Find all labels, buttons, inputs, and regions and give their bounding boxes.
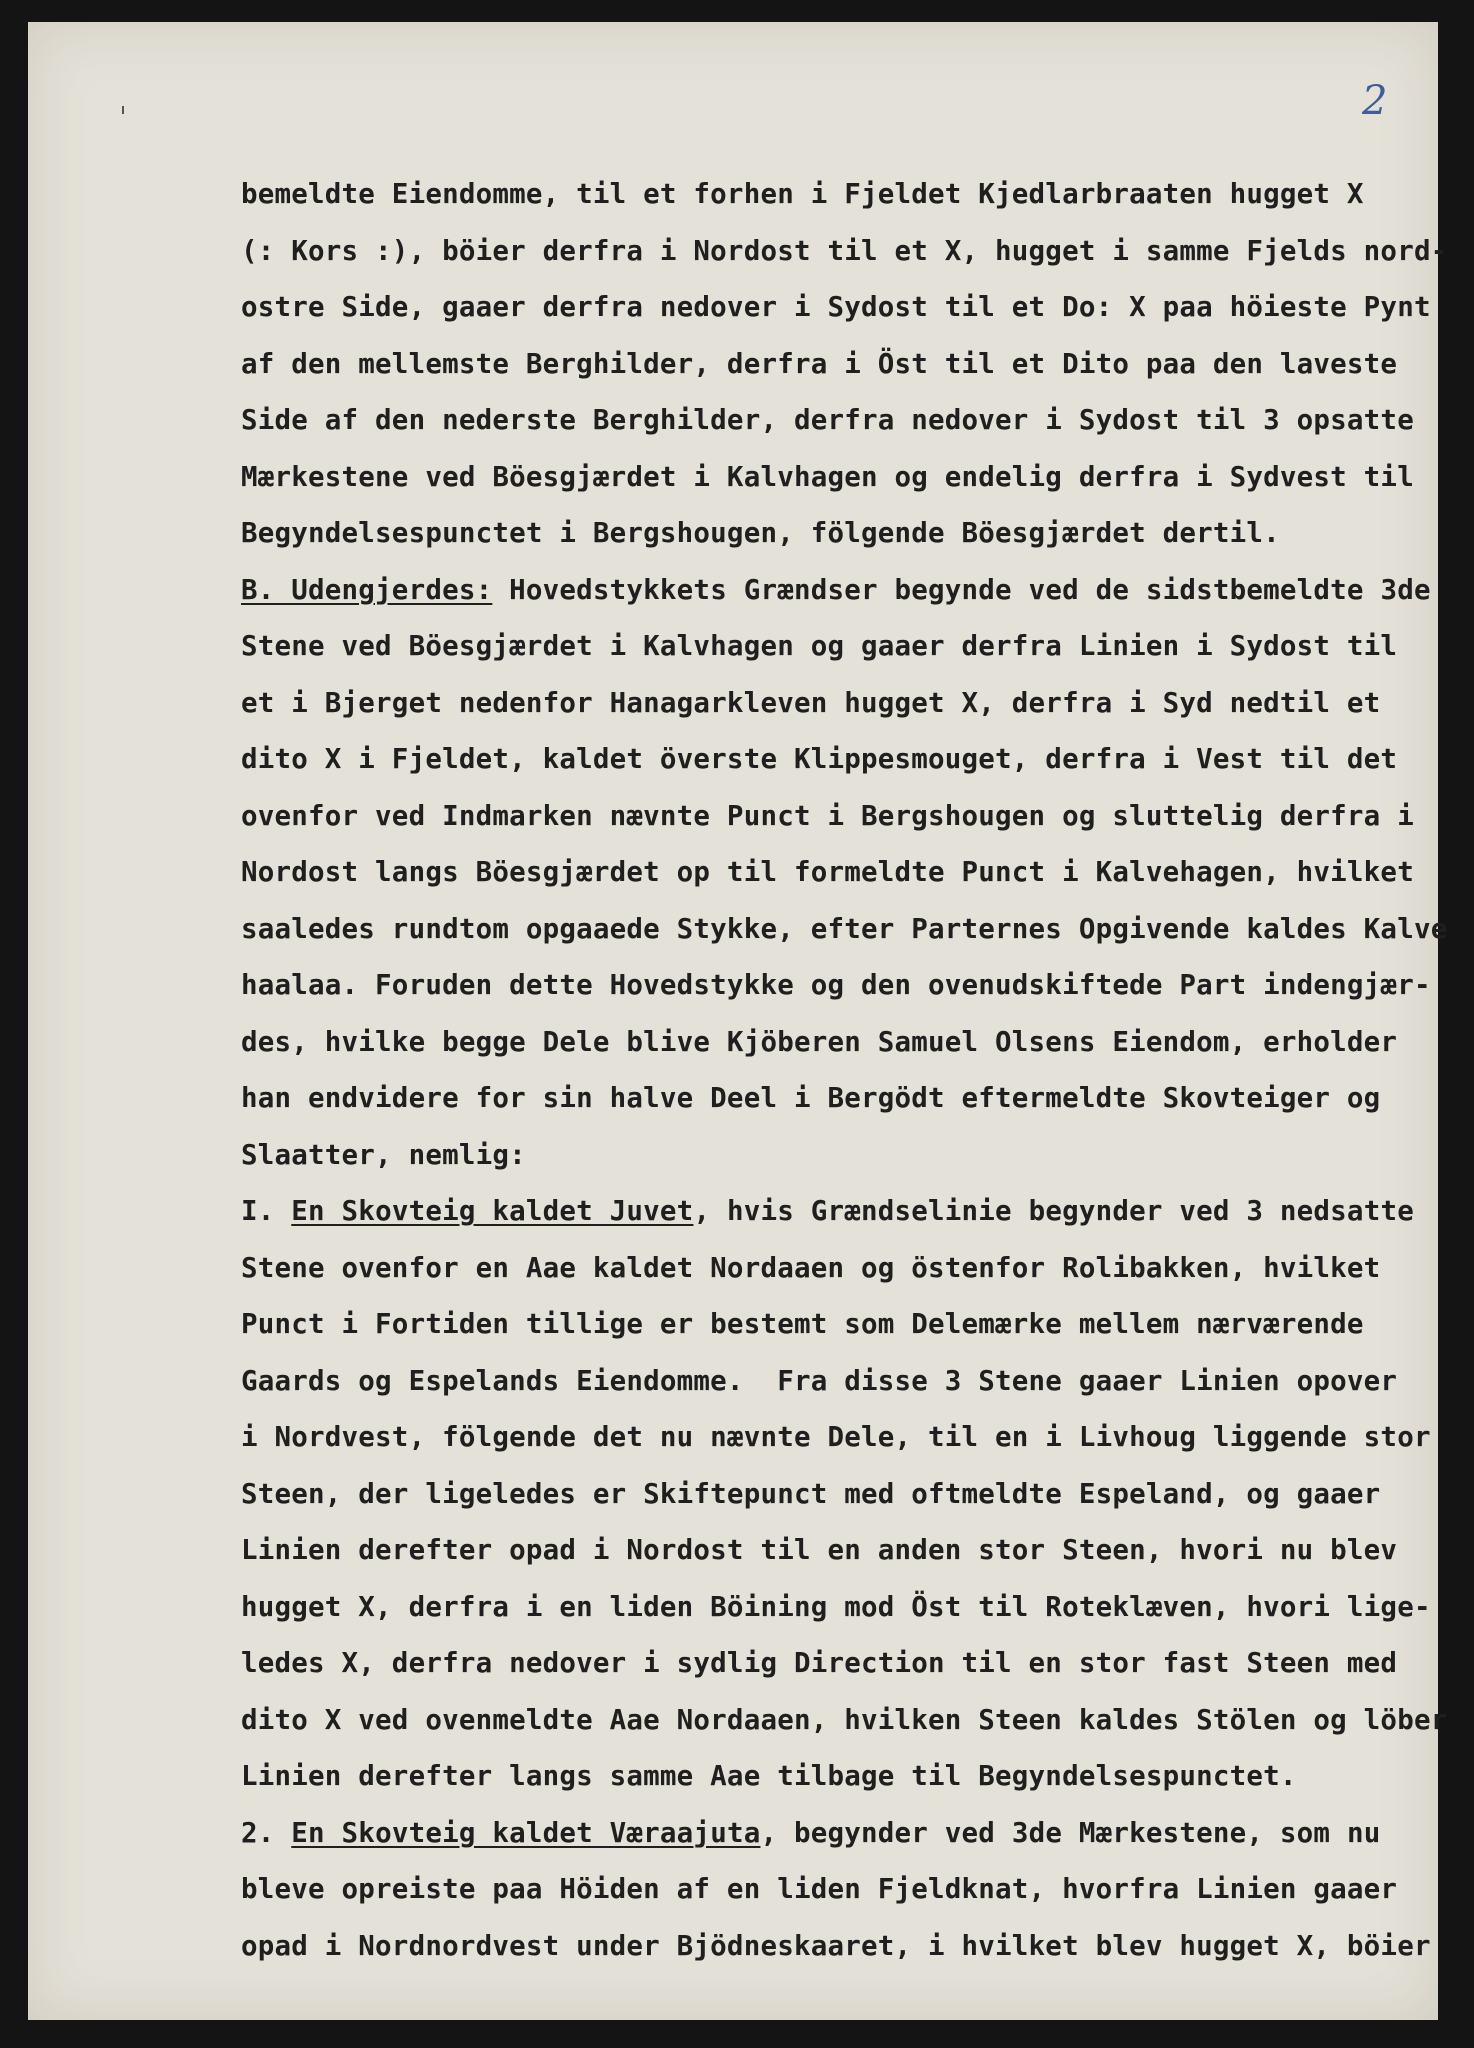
text-line bbox=[241, 166, 1474, 223]
text-line bbox=[241, 1014, 1474, 1071]
text-line bbox=[241, 1748, 1474, 1805]
list-marker: I. bbox=[241, 1195, 292, 1227]
line-text: ostre Side, gaaer derfra nedover i Sydost til et Do: X paa höieste Pynt bbox=[241, 291, 1431, 323]
line-text: Linien derefter opad i Nordost til en anden stor Steen, hvori nu blev bbox=[241, 1534, 1398, 1566]
text-line bbox=[241, 844, 1474, 901]
text-line bbox=[241, 1918, 1474, 1975]
text-line bbox=[241, 1070, 1474, 1127]
line-text: opad i Nordnordvest under Bjödneskaaret, i hvilket blev hugget X, böier bbox=[241, 1929, 1431, 1962]
text-line bbox=[241, 562, 1474, 619]
text-line bbox=[241, 618, 1474, 675]
text-line bbox=[241, 788, 1474, 845]
text-line bbox=[241, 1240, 1474, 1297]
line-text: bemeldte Eiendomme, til et forhen i Fjeldet Kjedlarbraaten hugget X bbox=[241, 178, 1364, 210]
line-text: Punct i Fortiden tillige er bestemt som Delemærke mellem nærværende bbox=[241, 1308, 1364, 1340]
line-text: ovenfor ved Indmarken nævnte Punct i Bergshougen og sluttelig derfra i bbox=[241, 799, 1414, 832]
text-line bbox=[241, 279, 1474, 336]
line-text: hugget X, derfra i en liden Böining mod Öst til Roteklæven, hvori lige- bbox=[241, 1590, 1431, 1623]
line-text: Steen, der ligeledes er Skiftepunct med oftmeldte Espeland, og gaaer bbox=[241, 1477, 1381, 1510]
line-text: han endvidere for sin halve Deel i Bergödt eftermeldte Skovteiger og bbox=[241, 1082, 1381, 1114]
text-line bbox=[241, 957, 1474, 1014]
text-line bbox=[241, 336, 1474, 393]
text-line bbox=[241, 1522, 1474, 1579]
line-text: haalaa. Foruden dette Hovedstykke og den ovenudskiftede Part indengjær- bbox=[241, 969, 1431, 1001]
margin-mark bbox=[122, 106, 124, 114]
line-text: Gaards og Espelands Eiendomme. Fra disse 3 Stene gaaer Linien opover bbox=[241, 1364, 1398, 1397]
text-line bbox=[241, 223, 1474, 280]
list-marker: 2. bbox=[241, 1816, 292, 1849]
line-text: Hovedstykkets Grændser begynde ved de sidstbemeldte 3de bbox=[492, 573, 1431, 606]
text-line bbox=[241, 1296, 1474, 1353]
text-line bbox=[241, 1183, 1474, 1240]
line-text: Side af den nederste Berghilder, derfra nedover i Sydost til 3 opsatte bbox=[241, 404, 1414, 436]
line-text: Stene ovenfor en Aae kaldet Nordaaen og östenfor Rolibakken, hvilket bbox=[241, 1251, 1381, 1284]
text-line bbox=[241, 1805, 1474, 1862]
text-line bbox=[241, 1466, 1474, 1523]
line-text: Slaatter, nemlig: bbox=[241, 1138, 526, 1171]
line-text: , begynder ved 3de Mærkestene, som nu bbox=[760, 1816, 1381, 1849]
line-text: dito X ved ovenmeldte Aae Nordaaen, hvilken Steen kaldes Stölen og löber bbox=[241, 1703, 1448, 1736]
text-line bbox=[241, 505, 1474, 562]
line-text: Begyndelsespunctet i Bergshougen, fölgende Böesgjærdet dertil. bbox=[241, 517, 1280, 549]
line-text: bleve opreiste paa Höiden af en liden Fjeldknat, hvorfra Linien gaaer bbox=[241, 1873, 1398, 1905]
text-line bbox=[241, 675, 1474, 732]
text-line bbox=[241, 1635, 1474, 1692]
line-text: , hvis Grændselinie begynder ved 3 nedsatte bbox=[693, 1195, 1414, 1227]
line-text: Stene ved Böesgjærdet i Kalvhagen og gaaer derfra Linien i Sydost til bbox=[241, 630, 1398, 662]
text-line bbox=[241, 1579, 1474, 1636]
line-text: Linien derefter langs samme Aae tilbage til Begyndelsespunctet. bbox=[241, 1760, 1297, 1792]
text-line bbox=[241, 1692, 1474, 1749]
text-line bbox=[241, 392, 1474, 449]
line-text: (: Kors :), böier derfra i Nordost til et X, hugget i samme Fjelds nord- bbox=[241, 234, 1448, 267]
text-line bbox=[241, 1409, 1474, 1466]
underlined-heading: B. Udengjerdes: bbox=[241, 573, 493, 606]
text-line bbox=[241, 731, 1474, 788]
line-text: dito X i Fjeldet, kaldet överste Klippesmouget, derfra i Vest til det bbox=[241, 743, 1398, 775]
line-text: saaledes rundtom opgaaede Stykke, efter Parternes Opgivende kaldes Kalve bbox=[241, 912, 1448, 945]
line-text: ledes X, derfra nedover i sydlig Direction til en stor fast Steen med bbox=[241, 1647, 1398, 1679]
document-text bbox=[241, 166, 1474, 1974]
text-line bbox=[241, 901, 1474, 958]
line-text: Nordost langs Böesgjærdet op til formeldte Punct i Kalvehagen, hvilket bbox=[241, 856, 1414, 888]
text-line bbox=[241, 449, 1474, 506]
text-line bbox=[241, 1127, 1474, 1184]
page-number: 2 bbox=[1362, 78, 1388, 124]
underlined-heading: En Skovteig kaldet Væraajuta bbox=[291, 1816, 761, 1849]
line-text: des, hvilke begge Dele blive Kjöberen Samuel Olsens Eiendom, erholder bbox=[241, 1025, 1398, 1058]
line-text: af den mellemste Berghilder, derfra i Öst til et Dito paa den laveste bbox=[241, 347, 1398, 380]
text-line bbox=[241, 1861, 1474, 1918]
line-text: et i Bjerget nedenfor Hanagarkleven hugget X, derfra i Syd nedtil et bbox=[241, 686, 1381, 719]
text-line bbox=[241, 1353, 1474, 1410]
underlined-heading: En Skovteig kaldet Juvet bbox=[291, 1195, 694, 1227]
line-text: i Nordvest, fölgende det nu nævnte Dele, til en i Livhoug liggende stor bbox=[241, 1421, 1431, 1453]
line-text: Mærkestene ved Böesgjærdet i Kalvhagen og endelig derfra i Sydvest til bbox=[241, 460, 1414, 493]
document-page bbox=[28, 22, 1448, 2020]
